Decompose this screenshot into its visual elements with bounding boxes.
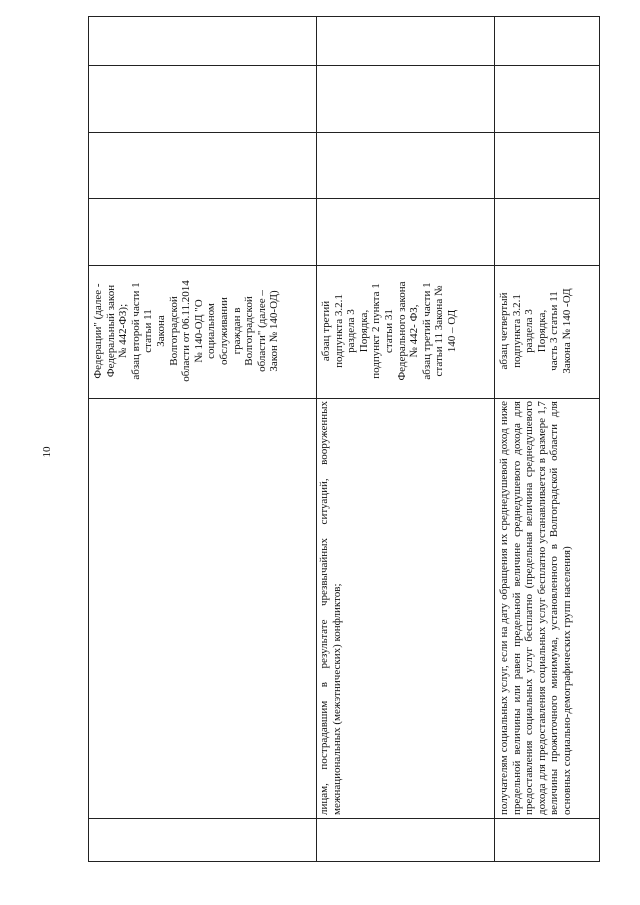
table-rule xyxy=(88,132,600,133)
text-line: подпункта 3.2.1 xyxy=(332,294,345,368)
table-rule xyxy=(88,265,600,266)
text-line: абзац третий xyxy=(320,300,332,362)
text-line: Волгоградской xyxy=(243,296,256,366)
text-line: Федерального закона xyxy=(395,281,408,381)
text-line: № 140-ОД "О xyxy=(192,299,205,363)
text-line: статьи 11 xyxy=(142,309,155,353)
text-line: абзац второй части 1 xyxy=(129,282,142,380)
description-cell xyxy=(318,401,358,815)
table-rule xyxy=(88,65,600,66)
legal-basis-cell xyxy=(320,267,480,395)
description-text: получателям социальных услуг, если на дату обращения их среднедушевой доход ниже предельной величины или равен предельной величине среднедушевого дохода для предоставления социальных услуг бесплатно (предельная величина среднедушевого дохода для предоставления социальных услуг бесплатно устанавливается в размере 1,7 величины прожиточного минимума, установленного в Волгоградской области для основных социально-демографических групп населения) xyxy=(498,401,573,815)
text-line: области от 06.11.2014 xyxy=(180,280,193,382)
text-line: Закона xyxy=(154,315,167,347)
text-line: Порядка, xyxy=(535,309,548,353)
legal-basis-cell xyxy=(92,267,312,395)
page-number: 10 xyxy=(41,446,53,458)
text-line: обслуживании xyxy=(217,297,230,365)
text-line: часть 3 статьи 11 xyxy=(548,291,561,371)
text-line: № 442- ФЗ, xyxy=(408,304,421,358)
table-rule xyxy=(88,198,600,199)
text-line: подпункта 3.2.1 xyxy=(510,294,523,368)
text-line: Закона № 140 -ОД xyxy=(560,288,573,374)
text-line: подпункт 2 пункта 1 xyxy=(370,283,383,379)
text-line: статьи 31 xyxy=(382,309,395,353)
text-line: социальном xyxy=(205,303,218,359)
text-line: Волгоградской xyxy=(167,296,180,366)
legal-basis-cell xyxy=(498,267,588,395)
text-line: № 442-ФЗ); xyxy=(117,303,130,359)
description-text: лицам, пострадавшим в результате чрезвычайных ситуаций, вооруженных межнациональных (межэтнических) конфликтов; xyxy=(318,401,343,815)
table-rule xyxy=(88,398,600,399)
table-rule xyxy=(494,16,495,862)
text-line: статьи 11 Закона № xyxy=(433,285,446,377)
text-line: абзац третий части 1 xyxy=(420,282,433,380)
description-cell xyxy=(498,401,598,815)
text-line: 140 – ОД xyxy=(445,309,458,353)
text-line: Порядка, xyxy=(357,309,370,353)
text-line: раздела 3 xyxy=(523,309,536,353)
text-line: области" (далее – xyxy=(255,290,268,372)
text-line: Федеральный закон xyxy=(104,284,117,378)
text-line: Закон № 140-ОД) xyxy=(268,290,281,372)
table-rule xyxy=(316,16,317,862)
text-line: Федерации" (далее - xyxy=(92,283,104,379)
text-line: граждан в xyxy=(230,307,243,355)
text-line: абзац четвертый xyxy=(498,292,510,370)
text-line: раздела 3 xyxy=(345,309,358,353)
table-rule xyxy=(88,818,600,819)
